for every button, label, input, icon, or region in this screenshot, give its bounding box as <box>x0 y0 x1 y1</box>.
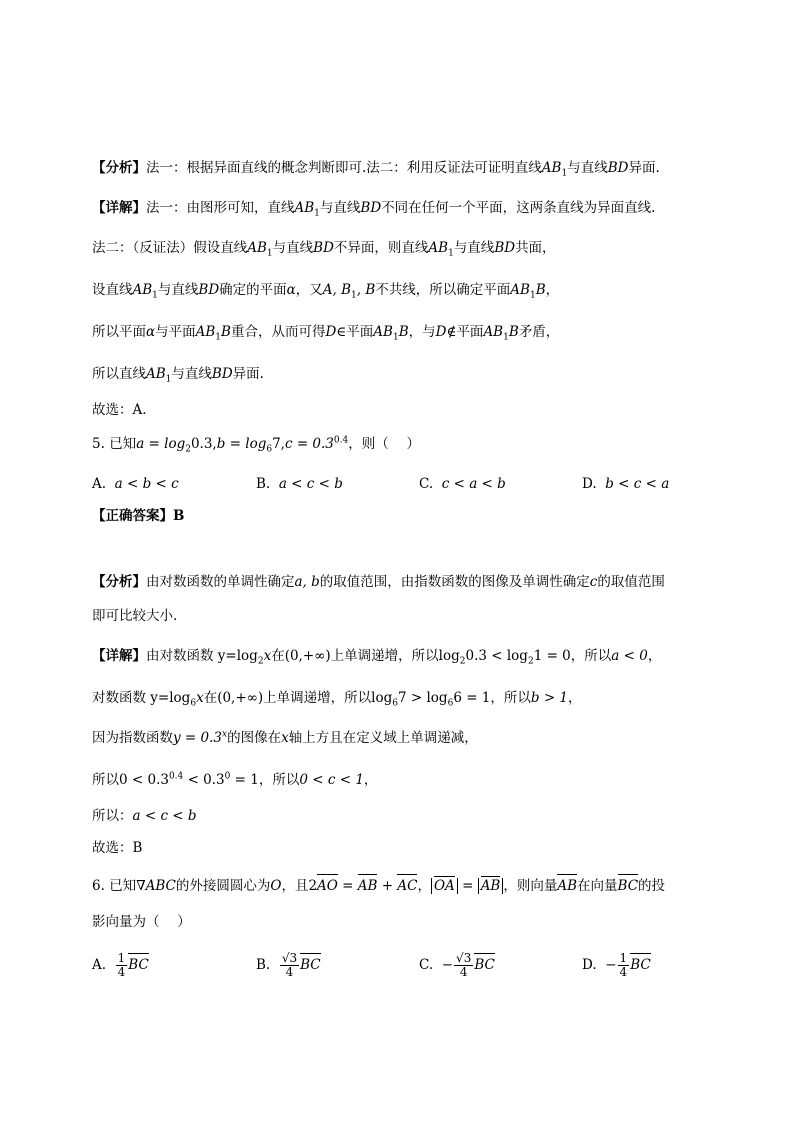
answer-line-prev: 故选：A. <box>92 402 147 418</box>
q5-detail-4: 所以$0 < 0.3^{0.4} < 0.3^0 = 1$，所以0 < c < 1， <box>92 771 378 788</box>
q5-option-d[interactable]: D. b < c < a <box>582 476 670 492</box>
q5-detail-3: 因为指数函数$y = 0.3^x$的图像在x轴上方且在定义域上单调递减， <box>92 729 478 746</box>
q6-option-b[interactable]: B. $\frac{√3}{4}$ BC <box>256 951 321 979</box>
detail-line-2: 法二：（反证法）假设直线$AB_1$与直线BD不异面，则直线$AB_1$与直线BD共面， <box>92 240 556 259</box>
q5-detail-6: 故选：B <box>92 840 143 856</box>
detail-line-3: 设直线$AB_1$与直线BD确定的平面α，又A, $B_1$, B不共线，所以确定平面$AB_1B$， <box>92 282 560 301</box>
q5-detail-5: 所以：a < c < b <box>92 808 197 824</box>
question-6-line-2: 影向量为（ ） <box>92 914 191 930</box>
detail-line-5: 所以直线$AB_1$与直线BD异面. <box>92 366 264 385</box>
detail-line-4: 所以平面α与平面$AB_1B$重合，从而可得D∈平面$AB_1B$，与D∉平面$AB_1B$矛盾， <box>92 324 560 343</box>
q5-option-a[interactable]: A. a < b < c <box>92 476 179 492</box>
detail-line-1: 【详解】法一：由图形可知，直线$AB_1$与直线BD不同在任何一个平面，这两条直线为异面直线. <box>92 200 656 219</box>
q5-detail-2: 对数函数 $y=\log_6x$在(0,+∞)上单调递增，所以$\log_67 > \log_66 = 1$，所以b > 1， <box>92 690 582 709</box>
question-6-line-1: 6. 已知∇ABC的外接圆圆心为O，且2AO = AB + AC， OA = AB ，则向量AB在向量BC的投 <box>92 878 666 894</box>
q6-option-a[interactable]: A. $\frac{1}{4}$ BC <box>92 951 149 979</box>
q5-correct-answer: 【正确答案】B <box>92 508 185 524</box>
q5-analysis-2: 即可比较大小. <box>92 608 178 624</box>
q5-option-c[interactable]: C. c < a < b <box>419 476 506 492</box>
question-5: 5. 已知$a = \log_20.3,b = \log_67,c = 0.3^{0.4}$，则（ ） <box>92 435 421 455</box>
q5-analysis-1: 【分析】由对数函数的单调性确定a, b的取值范围，由指数函数的图像及单调性确定c的取值范围 <box>92 574 665 590</box>
q5-detail-1: 【详解】由对数函数 $y=\log_2x$在(0,+∞)上单调递增，所以$\log_20.3 < \log_21 = 0$，所以a < 0， <box>92 648 662 667</box>
q6-option-c[interactable]: C. − $\frac{√3}{4}$ BC <box>419 951 495 979</box>
analysis-line-1: 【分析】法一：根据异面直线的概念判断即可.法二：利用反证法可证明直线$AB_1$与直线BD异面. <box>92 160 660 179</box>
q6-option-d[interactable]: D. − $\frac{1}{4}$ BC <box>582 951 651 979</box>
q5-option-b[interactable]: B. a < c < b <box>256 476 343 492</box>
